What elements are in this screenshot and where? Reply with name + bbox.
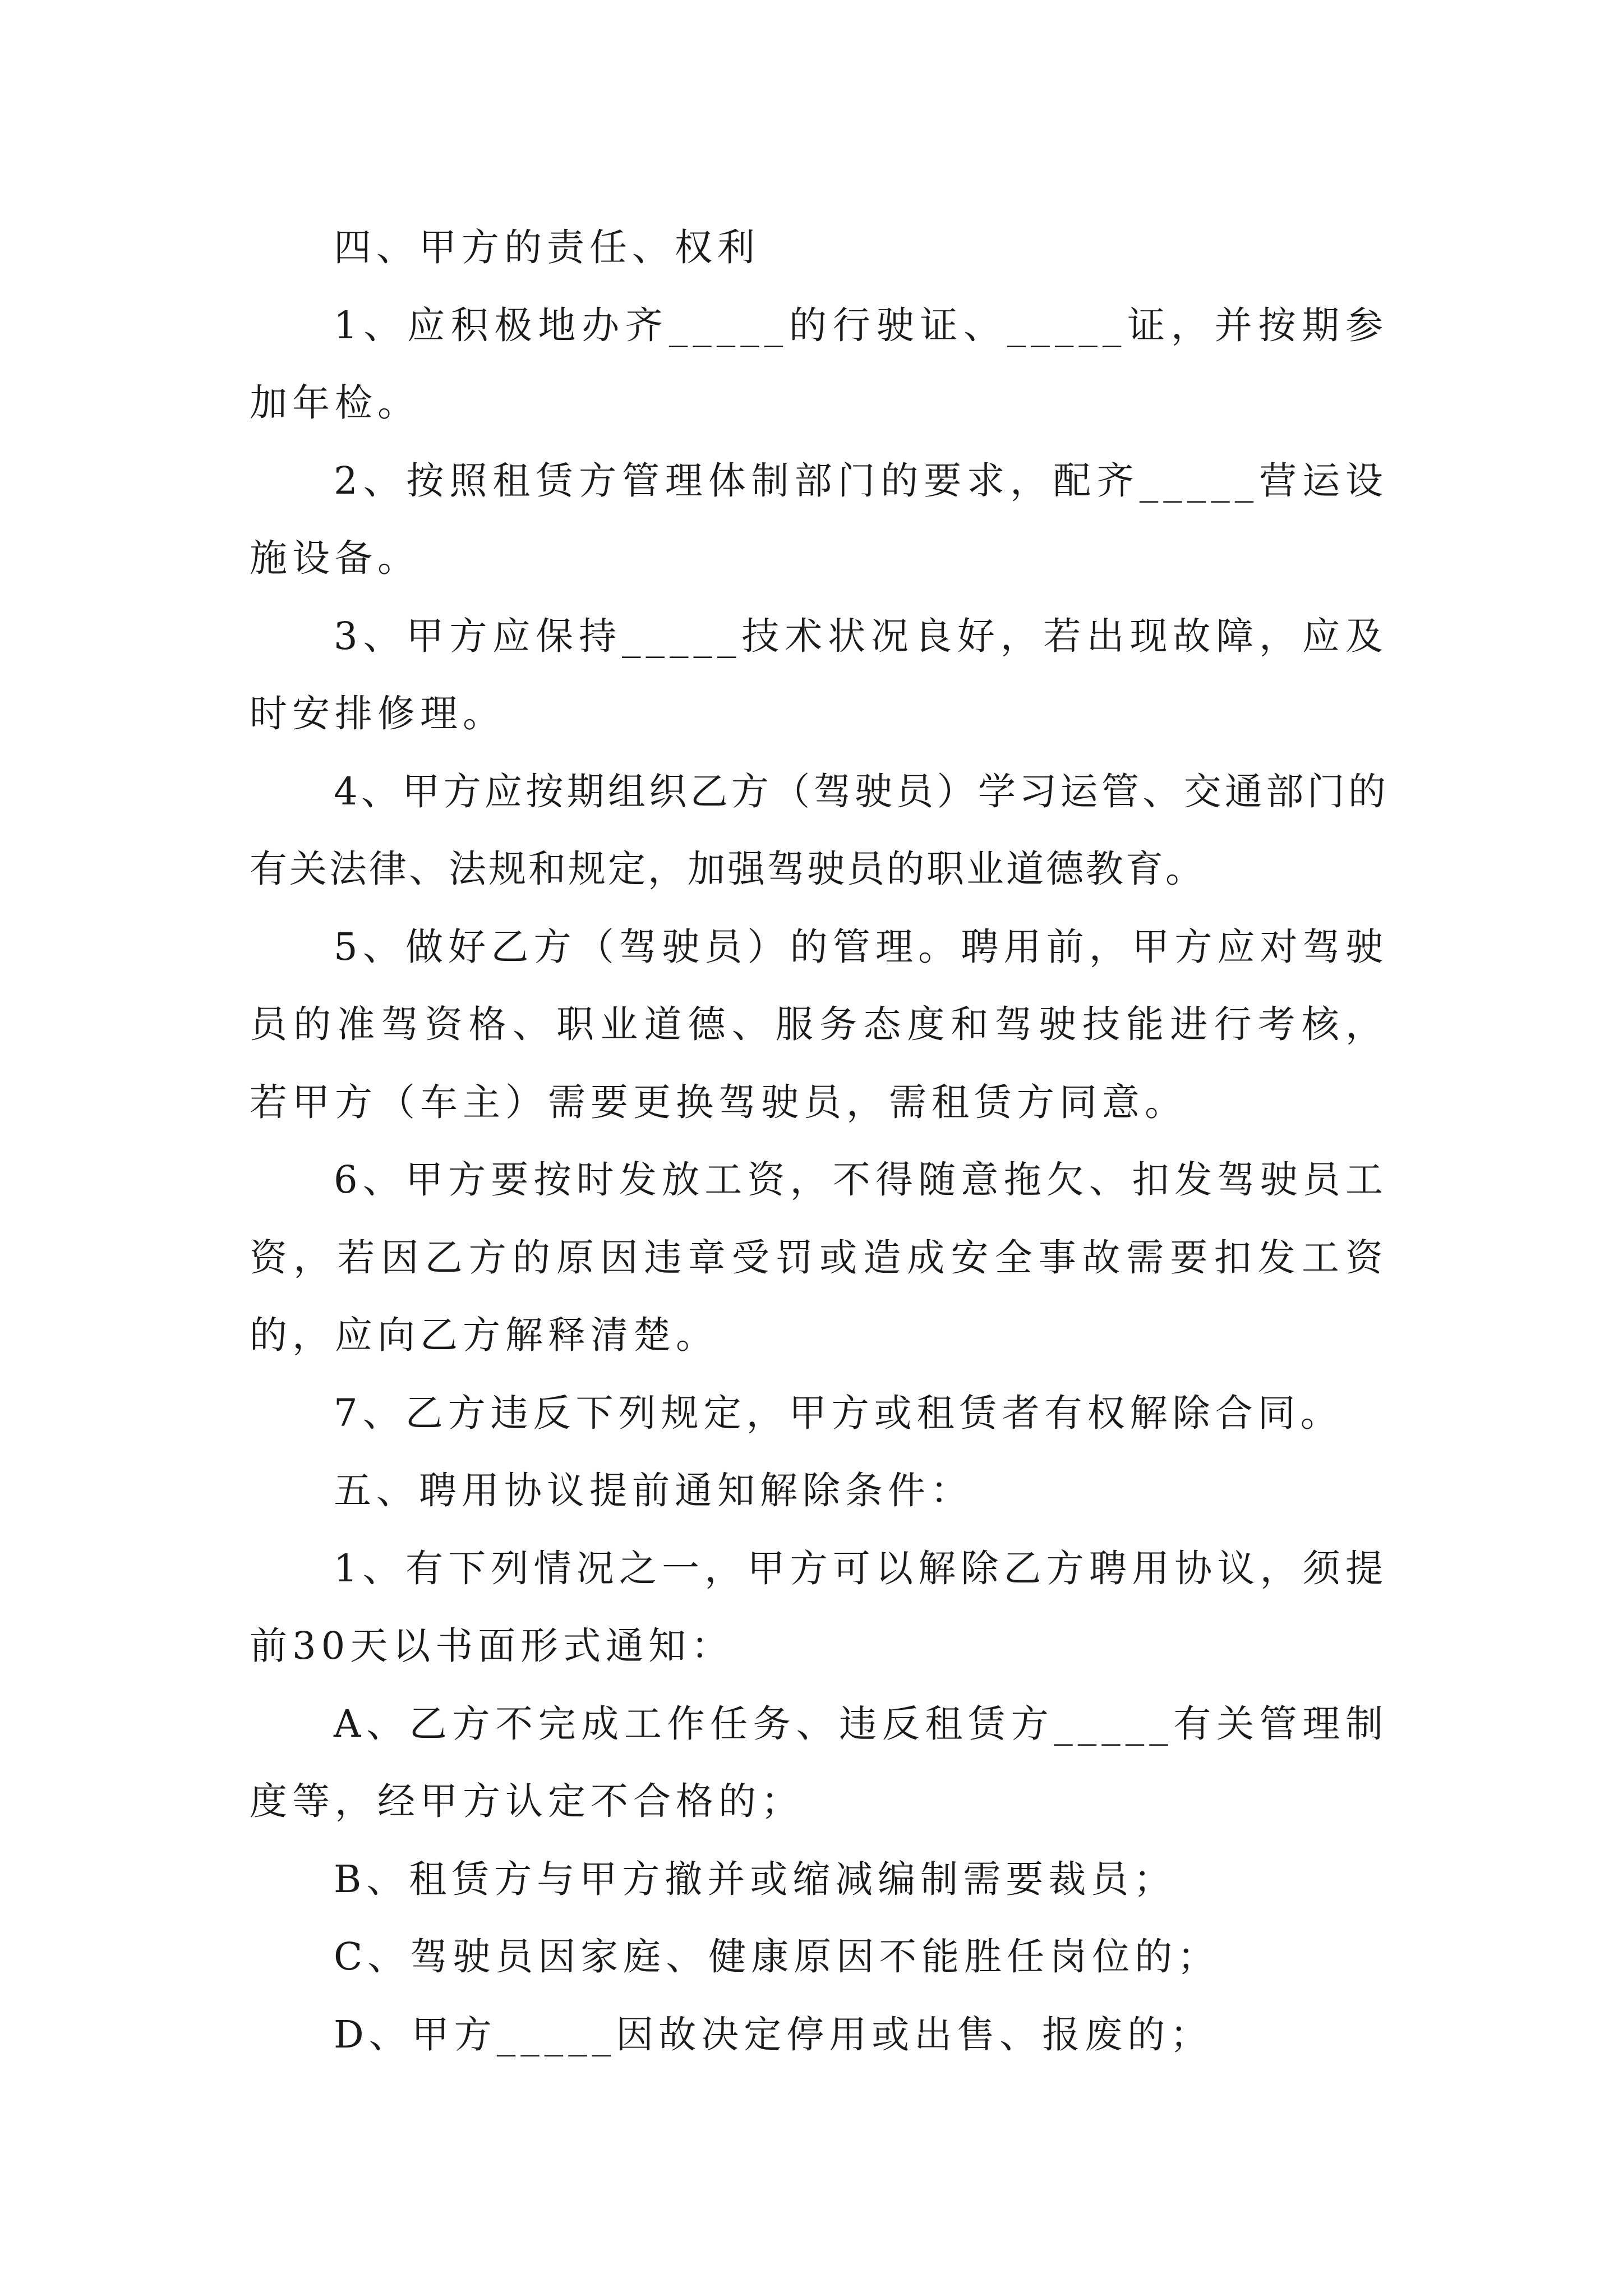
paragraph-5-1: 1、有下列情况之一，甲方可以解除乙方聘用协议，须提前30天以书面形式通知：	[250, 1546, 1388, 1668]
paragraph-4-5: 5、做好乙方（驾驶员）的管理。聘用前，甲方应对驾驶员的准驾资格、职业道德、服务态度和驾驶技能进行考核，若甲方（车主）需要更换驾驶员，需租赁方同意。	[250, 924, 1388, 1124]
paragraph-5-1-a: A、乙方不完成工作任务、违反租赁方_____有关管理制度等，经甲方认定不合格的；	[250, 1701, 1388, 1823]
paragraph-4-4: 4、甲方应按期组织乙方（驾驶员）学习运管、交通部门的有关法律、法规和规定，加强驾驶员的职业道德教育。	[250, 769, 1388, 891]
section-heading-4: 四、甲方的责任、权利	[334, 226, 760, 269]
section-heading-5: 五、聘用协议提前通知解除条件：	[334, 1469, 973, 1512]
paragraph-4-1: 1、应积极地办齐_____的行驶证、_____证，并按期参加年检。	[250, 303, 1388, 425]
paragraph-4-2: 2、按照租赁方管理体制部门的要求，配齐_____营运设施设备。	[250, 458, 1388, 580]
paragraph-4-6: 6、甲方要按时发放工资，不得随意拖欠、扣发驾驶员工资，若因乙方的原因违章受罚或造成安全事故需要扣发工资的，应向乙方解释清楚。	[250, 1158, 1388, 1357]
paragraph-5-1-d: D、甲方_____因故决定停用或出售、报废的；	[334, 2012, 1213, 2056]
paragraph-4-3: 3、甲方应保持_____技术状况良好，若出现故障，应及时安排修理。	[250, 614, 1388, 735]
paragraph-5-1-b: B、租赁方与甲方撤并或缩减编制需要裁员；	[334, 1857, 1177, 1901]
paragraph-4-7: 7、乙方违反下列规定，甲方或租赁者有权解除合同。	[334, 1391, 1343, 1435]
paragraph-5-1-c: C、驾驶员因家庭、健康原因不能胜任岗位的；	[334, 1935, 1220, 1978]
document-body	[250, 209, 1388, 2073]
